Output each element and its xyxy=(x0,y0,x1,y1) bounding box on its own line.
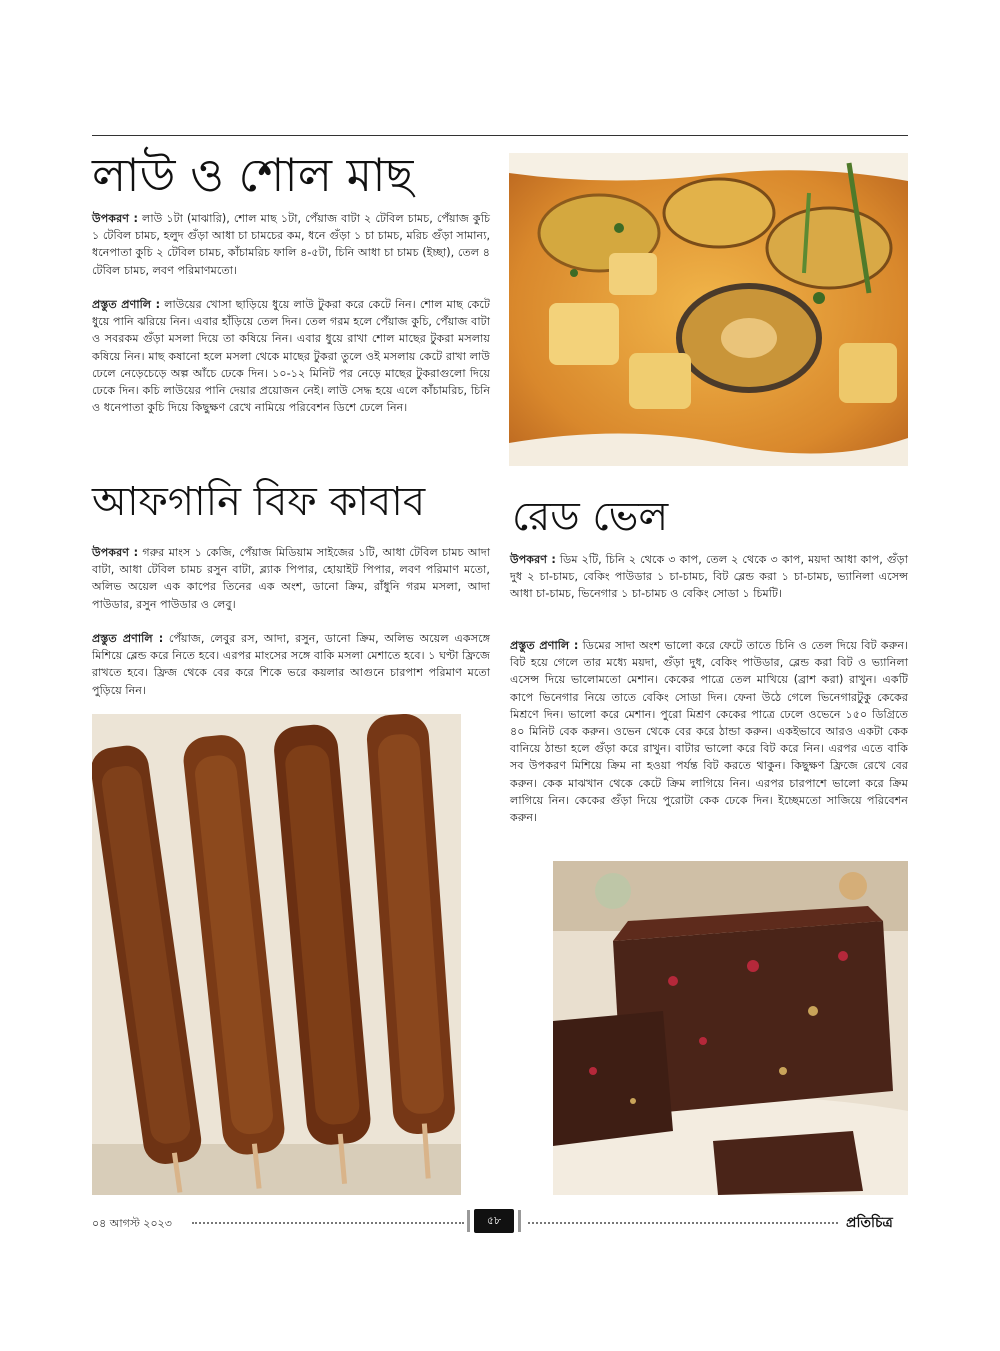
recipe2-ingredients xyxy=(92,544,490,613)
footer-dots-right xyxy=(528,1222,838,1224)
method-label: প্রস্তুত প্রণালি : xyxy=(510,639,579,652)
ingredients-label: উপকরণ : xyxy=(510,553,556,566)
recipe3-method xyxy=(510,637,908,826)
page-bar-right xyxy=(518,1210,521,1232)
ingredients-text: গরুর মাংস ১ কেজি, পেঁয়াজ মিডিয়াম সাইজের ১টি, আধা টেবিল চামচ আদা বাটা, আধা টেবিল চামচ রসুন বাটা, ব্ল্যাক পিপার, হোয়াইট পিপার, লবণ পরিমাণ মতো, অলিভ অয়েল এক কাপের তিনের এক অংশ, ডানো ক্রিম, রাঁধুনি গরম মসলা, আদা পাউডার, রসুন পাউডার ও লেবু। xyxy=(92,546,490,611)
recipe1-method xyxy=(92,296,490,416)
top-rule xyxy=(92,135,908,136)
ingredients-text: লাউ ১টা (মাঝারি), শোল মাছ ১টা, পেঁয়াজ বাটা ২ টেবিল চামচ, পেঁয়াজ কুচি ১ টেবিল চামচ, হলুদ গুঁড়া আধা চা চামচের কম, ধনে গুঁড়া ১ চা চামচ, মরিচ গুঁড়া সামান্য, ধনেপাতা কুচি ২ টেবিল চামচ, কাঁচামরিচ ফালি ৪-৫টা, চিনি আধা চা চামচ (ইচ্ছা), তেল ৪ টেবিল চামচ, লবণ পরিমাণমতো। xyxy=(92,212,490,277)
method-text: ডিমের সাদা অংশ ভালো করে ফেটে তাতে চিনি ও তেল দিয়ে বিট করুন। বিট হয়ে গেলে তার মধ্যে ময়দা, গুঁড়া দুধ, বেকিং পাউডার, ব্লেন্ড করা বিট ও ভ্যানিলা এসেন্স দিয়ে ভালোমতো মেশান। কেকের পাত্রে তেল মাখিয়ে (ব্রাশ করা) রাখুন। একটি কাপে ভিনেগার নিয়ে তাতে বেকিং সোডা দিন। ফেনা উঠে গেলে ভিনেগারটুকু কেকের মিশ্রণে দিন। ভালো করে মেশান। পুরো মিশ্রণ কেকের পাত্রে ঢেলে ওভেনে ১৫০ ডিগ্রিতে ৪০ মিনিট বেক করুন। ওভেন থেকে বের করে ঠান্ডা করুন। একইভাবে আরও একটা কেক বানিয়ে ঠান্ডা হলে গুঁড়া করে রাখুন। বাটার ভালো করে বিট করে নিন। এরপর এতে বাকি সব উপকরণ মিশিয়ে ক্রিম না হওয়া পর্যন্ত বিট করতে থাকুন। কিছুক্ষণ ফ্রিজে রেখে বের করুন। কেক মাঝখান থেকে কেটে ক্রিম লাগিয়ে নিন। এরপর চারপাশে ভালো করে ক্রিম লাগিয়ে নিন। কেকের গুঁড়া দিয়ে পুরোটা কেক ঢেকে দিন। ইচ্ছেমতো সাজিয়ে পরিবেশন করুন। xyxy=(510,639,909,825)
ingredients-label: উপকরণ : xyxy=(92,212,138,225)
page-bar-left xyxy=(467,1210,470,1232)
recipe2-method xyxy=(92,630,490,699)
method-text: পেঁয়াজ, লেবুর রস, আদা, রসুন, ডানো ক্রিম, অলিভ অয়েল একসঙ্গে মিশিয়ে ব্লেন্ড করে নিতে হবে। এরপর মাংসের সঙ্গে বাকি মসলা মেশাতে হবে। ১ ঘণ্টা ফ্রিজে রাখতে হবে। ফ্রিজ থেকে বের করে শিকে ভরে কয়লার আগুনে চারপাশ পরিমাণ মতো পুড়িয়ে নিন। xyxy=(92,632,490,697)
ingredients-label: উপকরণ : xyxy=(92,546,139,559)
ingredients-text: ডিম ২টি, চিনি ২ থেকে ৩ কাপ, তেল ২ থেকে ৩ কাপ, ময়দা আধা কাপ, গুঁড়া দুধ ২ চা-চামচ, বেকিং পাউডার ১ চা-চামচ, বিট ব্লেন্ড করা ১ চা-চামচ, ভ্যানিলা এসেন্স আধা চা-চামচ, ভিনেগার ১ চা-চামচ ও বেকিং সোডা ১ চিমটি। xyxy=(510,553,908,601)
recipe3-ingredients xyxy=(510,551,908,603)
page-number: ৫৮ xyxy=(474,1209,514,1233)
method-label: প্রস্তুত প্রণালি : xyxy=(92,298,161,311)
recipe1-ingredients xyxy=(92,210,490,279)
method-text: লাউয়ের খোসা ছাড়িয়ে ধুয়ে লাউ টুকরা করে কেটে নিন। শোল মাছ কেটে ধুয়ে পানি ঝরিয়ে নিন। এবার হাঁড়িয়ে তেল দিন। তেল গরম হলে পেঁয়াজ কুচি, পেঁয়াজ বাটা ও সবরকম গুঁড়া মসলা দিয়ে তা কষিয়ে নিন। এবার ধুয়ে রাখা শোল মাছের টুকরা মসলায় কষিয়ে নিন। মাছ কষানো হলে মসলা থেকে মাছের টুকরা তুলে ওই মসলায় কেটে রাখা লাউ ঢেলে নেড়েচেড়ে অল্প আঁচে ঢেকে দিন। ১০-১২ মিনিট পর নেড়ে মাছের টুকরাগুলো দিয়ে ঢেকে দিন। কচি লাউয়ের পানি দেয়ার প্রয়োজন নেই। লাউ সেদ্ধ হয়ে এলে কাঁচামরিচ, চিনি ও ধনেপাতা কুচি দিয়ে কিছুক্ষণ রেখে নামিয়ে পরিবেশন ডিশে ঢেলে নিন। xyxy=(92,298,490,415)
footer-dots-left xyxy=(192,1222,464,1224)
recipe-title-red-velvet: রেড ভেল xyxy=(512,494,669,540)
method-label: প্রস্তুত প্রণালি : xyxy=(92,632,164,645)
magazine-brand-logo: প্রতিচিত্র xyxy=(846,1215,893,1231)
cake-photo xyxy=(553,861,908,1195)
recipe-title-lau-shol: লাউ ও শোল মাছ xyxy=(92,148,414,202)
beef-kebab-photo xyxy=(92,714,461,1195)
fish-curry-photo xyxy=(509,153,908,466)
recipe-title-afghani-kebab: আফগানি বিফ কাবাব xyxy=(92,479,426,525)
issue-date: ০৪ আগস্ট ২০২৩ xyxy=(92,1217,172,1230)
